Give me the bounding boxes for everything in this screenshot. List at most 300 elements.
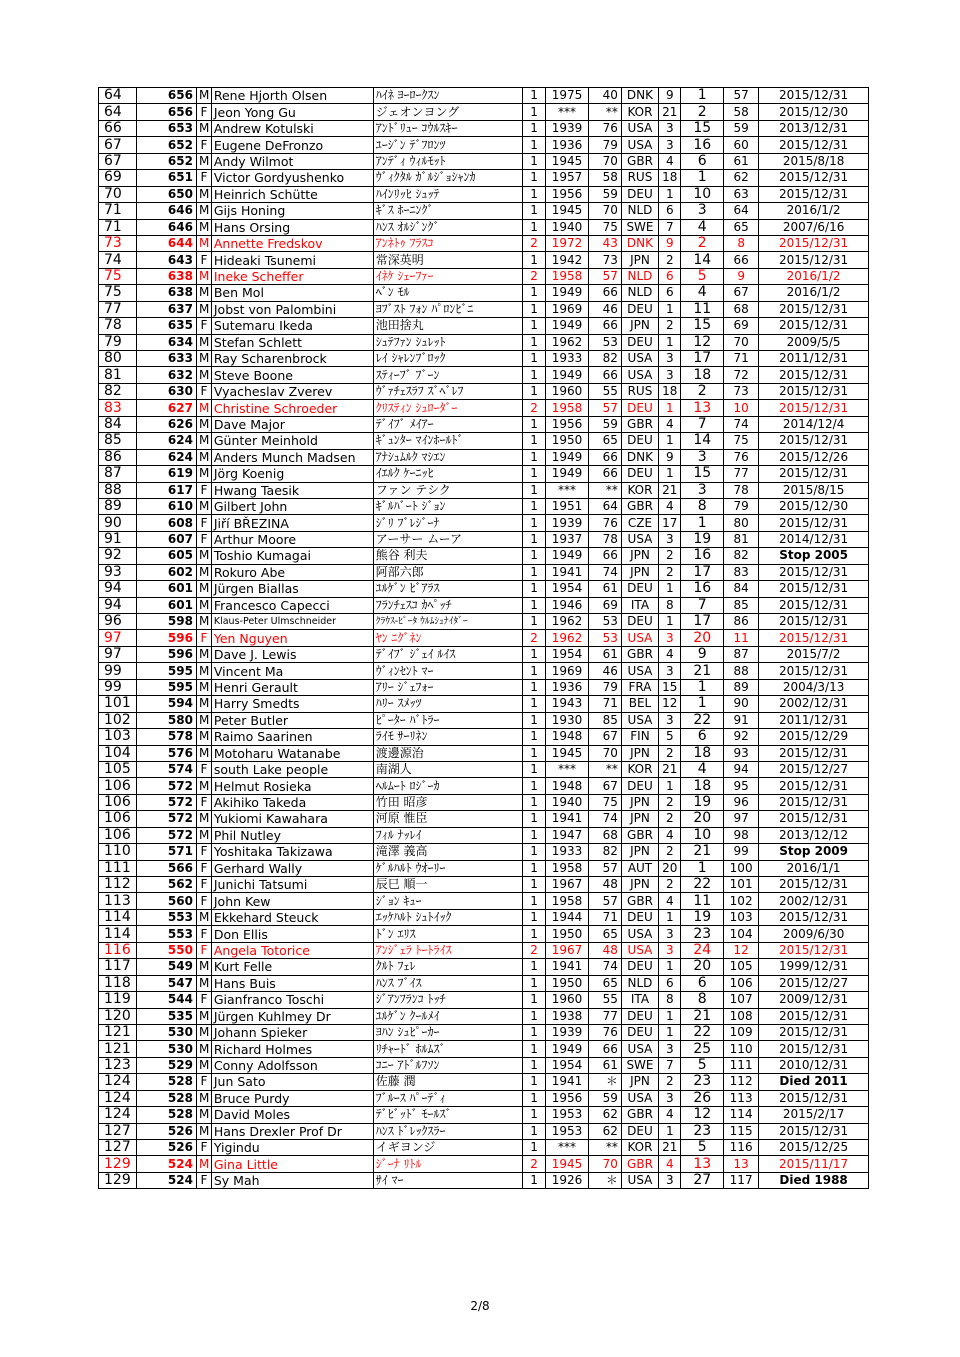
cell-points: 601 — [137, 581, 197, 597]
cell-name: Bruce Purdy — [211, 1090, 373, 1106]
cell-birth-year: 1949 — [546, 548, 589, 564]
cell-rank: 118 — [99, 975, 137, 991]
cell-age: ** — [588, 761, 621, 777]
table-row — [99, 482, 869, 498]
cell-gender-code: 1 — [522, 745, 545, 761]
cell-age: 79 — [588, 679, 621, 695]
cell-gender-code: 1 — [522, 383, 545, 399]
cell-country-rank: 8 — [681, 498, 724, 514]
cell-country-rank: 4 — [681, 219, 724, 235]
cell-name-katakana: 佐藤 潤 — [373, 1074, 522, 1090]
cell-country-rank: 5 — [681, 268, 724, 284]
cell-age: ** — [588, 1140, 621, 1156]
cell-name-katakana: 南湖人 — [373, 761, 522, 777]
cell-country-code: 1 — [659, 433, 681, 449]
cell-country-code: 3 — [659, 367, 681, 383]
cell-age: 82 — [588, 351, 621, 367]
cell-country-code: 4 — [659, 153, 681, 169]
cell-gender-rank: 72 — [724, 367, 759, 383]
cell-birth-year: 1975 — [546, 88, 589, 104]
cell-date: 2015/12/31 — [759, 235, 869, 251]
cell-points: 553 — [137, 926, 197, 942]
cell-country-code: 2 — [659, 564, 681, 580]
cell-sex: F — [196, 630, 211, 646]
cell-points: 652 — [137, 137, 197, 153]
cell-gender-rank: 61 — [724, 153, 759, 169]
cell-name: Hideaki Tsunemi — [211, 252, 373, 268]
cell-sex: M — [196, 581, 211, 597]
cell-country-code: 20 — [659, 860, 681, 876]
cell-country-code: 2 — [659, 745, 681, 761]
cell-points: 598 — [137, 614, 197, 630]
cell-age: 71 — [588, 909, 621, 925]
cell-sex: M — [196, 679, 211, 695]
cell-country: USA — [621, 926, 658, 942]
cell-name-katakana: ｴｯｹﾊﾙﾄ ｼｭﾄｲｯｸ — [373, 909, 522, 925]
cell-gender-code: 2 — [522, 235, 545, 251]
cell-gender-code: 1 — [522, 515, 545, 531]
cell-country-rank: 27 — [681, 1172, 724, 1188]
cell-age: 62 — [588, 1107, 621, 1123]
cell-country: NLD — [621, 285, 658, 301]
cell-country: NLD — [621, 268, 658, 284]
cell-name: Annette Fredskov — [211, 235, 373, 251]
cell-country-rank: 4 — [681, 761, 724, 777]
cell-name-katakana: ﾕﾙｹﾞﾝ ﾋﾞｱﾗｽ — [373, 581, 522, 597]
cell-gender-code: 1 — [522, 663, 545, 679]
cell-points: 595 — [137, 679, 197, 695]
cell-sex: M — [196, 433, 211, 449]
cell-rank: 99 — [99, 663, 137, 679]
cell-rank: 80 — [99, 351, 137, 367]
cell-rank: 106 — [99, 794, 137, 810]
cell-country: USA — [621, 712, 658, 728]
cell-gender-code: 1 — [522, 679, 545, 695]
cell-points: 549 — [137, 959, 197, 975]
cell-name: Günter Meinhold — [211, 433, 373, 449]
cell-rank: 127 — [99, 1123, 137, 1139]
cell-birth-year: 1938 — [546, 1008, 589, 1024]
cell-date: 2016/1/2 — [759, 285, 869, 301]
table-row — [99, 120, 869, 136]
cell-gender-rank: 84 — [724, 581, 759, 597]
cell-gender-rank: 95 — [724, 778, 759, 794]
table-row — [99, 1008, 869, 1024]
cell-rank: 112 — [99, 877, 137, 893]
cell-date: 2015/12/31 — [759, 400, 869, 416]
cell-date: 1999/12/31 — [759, 959, 869, 975]
table-row — [99, 745, 869, 761]
cell-gender-code: 1 — [522, 416, 545, 432]
cell-name-katakana: ﾊﾝｽ ｵﾙｼﾞﾝｸﾞ — [373, 219, 522, 235]
cell-rank: 114 — [99, 909, 137, 925]
cell-country-rank: 14 — [681, 433, 724, 449]
cell-country-code: 4 — [659, 1107, 681, 1123]
cell-name: Gijs Honing — [211, 203, 373, 219]
cell-gender-code: 1 — [522, 153, 545, 169]
cell-country-rank: 1 — [681, 88, 724, 104]
cell-points: 627 — [137, 400, 197, 416]
cell-sex: M — [196, 186, 211, 202]
cell-gender-rank: 59 — [724, 120, 759, 136]
cell-age: ** — [588, 482, 621, 498]
cell-country-rank: 15 — [681, 120, 724, 136]
cell-sex: M — [196, 827, 211, 843]
table-row — [99, 186, 869, 202]
cell-date: 2011/12/31 — [759, 351, 869, 367]
cell-country: ITA — [621, 992, 658, 1008]
cell-sex: M — [196, 975, 211, 991]
cell-sex: M — [196, 219, 211, 235]
cell-age: 57 — [588, 893, 621, 909]
cell-gender-rank: 67 — [724, 285, 759, 301]
cell-points: 526 — [137, 1123, 197, 1139]
cell-country-code: 3 — [659, 630, 681, 646]
cell-name: Ekkehard Steuck — [211, 909, 373, 925]
cell-gender-rank: 115 — [724, 1123, 759, 1139]
cell-age: 78 — [588, 531, 621, 547]
cell-country: SWE — [621, 219, 658, 235]
cell-country-rank: 20 — [681, 811, 724, 827]
cell-age: 48 — [588, 942, 621, 958]
cell-name-katakana: 竹田 昭彦 — [373, 794, 522, 810]
table-row — [99, 203, 869, 219]
cell-points: 624 — [137, 433, 197, 449]
cell-points: 526 — [137, 1140, 197, 1156]
cell-country: DEU — [621, 466, 658, 482]
cell-country-code: 3 — [659, 663, 681, 679]
cell-name-katakana: ｹﾞﾙﾊﾙﾄ ｳｵｰﾘｰ — [373, 860, 522, 876]
cell-gender-rank: 78 — [724, 482, 759, 498]
cell-name-katakana: ﾊﾝｽ ﾌﾞｲｽ — [373, 975, 522, 991]
cell-birth-year: *** — [546, 482, 589, 498]
cell-country-rank: 3 — [681, 449, 724, 465]
cell-sex: M — [196, 909, 211, 925]
cell-gender-rank: 100 — [724, 860, 759, 876]
cell-age: 66 — [588, 1041, 621, 1057]
cell-gender-code: 1 — [522, 318, 545, 334]
cell-gender-rank: 68 — [724, 301, 759, 317]
cell-country-code: 1 — [659, 959, 681, 975]
cell-date: Stop 2009 — [759, 844, 869, 860]
cell-birth-year: 1960 — [546, 383, 589, 399]
cell-birth-year: 1949 — [546, 466, 589, 482]
cell-age: 65 — [588, 433, 621, 449]
cell-age: 66 — [588, 318, 621, 334]
cell-sex: F — [196, 104, 211, 120]
cell-name-katakana: ﾍﾙﾑｰﾄ ﾛｼﾞｰｶ — [373, 778, 522, 794]
cell-birth-year: 1943 — [546, 696, 589, 712]
cell-sex: M — [196, 1057, 211, 1073]
cell-gender-rank: 80 — [724, 515, 759, 531]
cell-country-code: 1 — [659, 909, 681, 925]
cell-country-code: 3 — [659, 1172, 681, 1188]
cell-name-katakana: ｱﾝｼﾞｪﾗ ﾄｰﾄﾗｲｽ — [373, 942, 522, 958]
cell-rank: 75 — [99, 285, 137, 301]
cell-country: DNK — [621, 449, 658, 465]
cell-name-katakana: ｻｲ ﾏｰ — [373, 1172, 522, 1188]
cell-birth-year: 1949 — [546, 318, 589, 334]
cell-gender-code: 1 — [522, 992, 545, 1008]
cell-country-code: 1 — [659, 614, 681, 630]
cell-country-code: 3 — [659, 942, 681, 958]
cell-name-katakana: ﾔﾝ ﾆｸﾞﾈﾝ — [373, 630, 522, 646]
cell-date: 2015/12/31 — [759, 942, 869, 958]
cell-country-code: 1 — [659, 581, 681, 597]
cell-country-code: 15 — [659, 679, 681, 695]
cell-country-code: 4 — [659, 1156, 681, 1172]
cell-gender-rank: 8 — [724, 235, 759, 251]
cell-country: JPN — [621, 794, 658, 810]
cell-points: 529 — [137, 1057, 197, 1073]
cell-date: 2015/12/31 — [759, 581, 869, 597]
cell-points: 650 — [137, 186, 197, 202]
cell-sex: M — [196, 614, 211, 630]
cell-name-katakana: 池田捨丸 — [373, 318, 522, 334]
cell-gender-code: 1 — [522, 88, 545, 104]
cell-country-code: 2 — [659, 794, 681, 810]
cell-name: Yoshitaka Takizawa — [211, 844, 373, 860]
cell-age: 46 — [588, 301, 621, 317]
cell-birth-year: 1960 — [546, 992, 589, 1008]
cell-gender-rank: 70 — [724, 334, 759, 350]
cell-date: 2016/1/2 — [759, 268, 869, 284]
cell-gender-code: 1 — [522, 301, 545, 317]
cell-birth-year: 1967 — [546, 942, 589, 958]
cell-gender-rank: 73 — [724, 383, 759, 399]
cell-date: 2015/12/31 — [759, 794, 869, 810]
cell-name: Helmut Rosieka — [211, 778, 373, 794]
cell-name: Conny Adolfsson — [211, 1057, 373, 1073]
cell-gender-code: 1 — [522, 959, 545, 975]
cell-points: 566 — [137, 860, 197, 876]
cell-name: Ineke Scheffer — [211, 268, 373, 284]
cell-birth-year: 1956 — [546, 1090, 589, 1106]
cell-country-code: 3 — [659, 712, 681, 728]
cell-date: 2011/12/31 — [759, 712, 869, 728]
cell-sex: F — [196, 1140, 211, 1156]
cell-points: 626 — [137, 416, 197, 432]
cell-age: 62 — [588, 1123, 621, 1139]
cell-gender-rank: 63 — [724, 186, 759, 202]
cell-country-rank: 1 — [681, 679, 724, 695]
cell-age: 59 — [588, 416, 621, 432]
cell-sex: M — [196, 745, 211, 761]
cell-rank: 106 — [99, 811, 137, 827]
cell-points: 653 — [137, 120, 197, 136]
cell-gender-code: 1 — [522, 334, 545, 350]
cell-country-rank: 18 — [681, 745, 724, 761]
cell-date: 2016/1/2 — [759, 203, 869, 219]
cell-country-code: 18 — [659, 170, 681, 186]
cell-name-katakana: ｼﾞﾘ ﾌﾞﾚｼﾞｰﾅ — [373, 515, 522, 531]
cell-name: Arthur Moore — [211, 531, 373, 547]
cell-rank: 97 — [99, 646, 137, 662]
cell-country-rank: 8 — [681, 992, 724, 1008]
cell-gender-code: 1 — [522, 1123, 545, 1139]
cell-country-code: 1 — [659, 778, 681, 794]
cell-name-katakana: ﾚｲ ｼｬﾚﾝﾌﾞﾛｯｸ — [373, 351, 522, 367]
table-row — [99, 1156, 869, 1172]
cell-age: 76 — [588, 120, 621, 136]
cell-country-code: 2 — [659, 1074, 681, 1090]
cell-country-code: 1 — [659, 301, 681, 317]
cell-gender-rank: 65 — [724, 219, 759, 235]
table-row — [99, 498, 869, 514]
cell-country: USA — [621, 630, 658, 646]
cell-date: 2015/12/31 — [759, 778, 869, 794]
cell-country: GBR — [621, 893, 658, 909]
cell-age: 71 — [588, 696, 621, 712]
table-row — [99, 893, 869, 909]
cell-birth-year: 1950 — [546, 926, 589, 942]
cell-name-katakana: 阿部六郎 — [373, 564, 522, 580]
cell-country: DNK — [621, 235, 658, 251]
cell-date: 2013/12/31 — [759, 120, 869, 136]
cell-name-katakana: ｱﾝﾃﾞｨ ｳｨﾙﾓｯﾄ — [373, 153, 522, 169]
cell-rank: 85 — [99, 433, 137, 449]
cell-sex: M — [196, 268, 211, 284]
cell-name-katakana: ファン テシク — [373, 482, 522, 498]
cell-country: JPN — [621, 1074, 658, 1090]
cell-gender-code: 1 — [522, 466, 545, 482]
cell-name-katakana: ｼﾞｮﾝ ｷｭｰ — [373, 893, 522, 909]
cell-name-katakana: ﾃﾞﾋﾞｯﾄﾞ ﾓｰﾙｽﾞ — [373, 1107, 522, 1123]
cell-age: 66 — [588, 285, 621, 301]
cell-name: Victor Gordyushenko — [211, 170, 373, 186]
cell-name: Vincent Ma — [211, 663, 373, 679]
cell-country: DNK — [621, 88, 658, 104]
cell-gender-rank: 64 — [724, 203, 759, 219]
table-row — [99, 663, 869, 679]
cell-age: 43 — [588, 235, 621, 251]
cell-birth-year: 1949 — [546, 285, 589, 301]
cell-date: 2015/12/25 — [759, 1140, 869, 1156]
cell-name: Harry Smedts — [211, 696, 373, 712]
cell-name-katakana: ﾋﾟｰﾀｰ ﾊﾞﾄﾗｰ — [373, 712, 522, 728]
cell-name-katakana: ｷﾞｽ ﾎｰﾆﾝｸﾞ — [373, 203, 522, 219]
cell-rank: 92 — [99, 548, 137, 564]
cell-birth-year: 1933 — [546, 844, 589, 860]
cell-name: Andy Wilmot — [211, 153, 373, 169]
cell-name: Eugene DeFronzo — [211, 137, 373, 153]
cell-country-rank: 23 — [681, 926, 724, 942]
cell-gender-rank: 113 — [724, 1090, 759, 1106]
cell-sex: M — [196, 646, 211, 662]
cell-country-code: 3 — [659, 137, 681, 153]
cell-country-rank: 6 — [681, 729, 724, 745]
cell-name: Rene Hjorth Olsen — [211, 88, 373, 104]
table-row — [99, 597, 869, 613]
cell-points: 608 — [137, 515, 197, 531]
cell-gender-code: 1 — [522, 1172, 545, 1188]
cell-birth-year: 1962 — [546, 614, 589, 630]
table-row — [99, 416, 869, 432]
cell-birth-year: 1958 — [546, 860, 589, 876]
cell-rank: 79 — [99, 334, 137, 350]
cell-name-katakana: 熊谷 利夫 — [373, 548, 522, 564]
cell-points: 617 — [137, 482, 197, 498]
cell-name: Andrew Kotulski — [211, 120, 373, 136]
cell-age: 85 — [588, 712, 621, 728]
cell-name: Richard Holmes — [211, 1041, 373, 1057]
cell-sex: F — [196, 1074, 211, 1090]
cell-birth-year: 1941 — [546, 959, 589, 975]
cell-birth-year: 1939 — [546, 120, 589, 136]
table-row — [99, 170, 869, 186]
cell-age: 66 — [588, 449, 621, 465]
cell-points: 571 — [137, 844, 197, 860]
cell-age: 75 — [588, 794, 621, 810]
cell-country: FRA — [621, 679, 658, 695]
cell-country-rank: 24 — [681, 942, 724, 958]
cell-birth-year: 1954 — [546, 1057, 589, 1073]
cell-name-katakana: ジェオンヨング — [373, 104, 522, 120]
cell-sex: M — [196, 120, 211, 136]
cell-points: 580 — [137, 712, 197, 728]
table-row — [99, 285, 869, 301]
cell-name: Jürgen Kuhlmey Dr — [211, 1008, 373, 1024]
cell-country-rank: 12 — [681, 1107, 724, 1123]
cell-rank: 67 — [99, 153, 137, 169]
cell-sex: M — [196, 449, 211, 465]
cell-name-katakana: ｱﾝﾄﾞﾘｭｰ ｺｳﾙｽｷｰ — [373, 120, 522, 136]
cell-name-katakana: ｷﾞﾙﾊﾞｰﾄ ｼﾞｮﾝ — [373, 498, 522, 514]
cell-name-katakana: ﾊﾝｽ ﾄﾞﾚｯｸｽﾗｰ — [373, 1123, 522, 1139]
cell-gender-rank: 102 — [724, 893, 759, 909]
cell-country-rank: 9 — [681, 646, 724, 662]
cell-rank: 75 — [99, 268, 137, 284]
cell-sex: F — [196, 1172, 211, 1188]
cell-country: AUT — [621, 860, 658, 876]
cell-country-code: 1 — [659, 1123, 681, 1139]
cell-age: 74 — [588, 959, 621, 975]
cell-country: DEU — [621, 1008, 658, 1024]
cell-country: USA — [621, 1090, 658, 1106]
cell-country: FIN — [621, 729, 658, 745]
page-number: 2/8 — [470, 1299, 490, 1313]
cell-sex: F — [196, 482, 211, 498]
cell-sex: M — [196, 416, 211, 432]
cell-birth-year: 1962 — [546, 630, 589, 646]
cell-country: DEU — [621, 909, 658, 925]
cell-birth-year: 1957 — [546, 170, 589, 186]
cell-sex: M — [196, 153, 211, 169]
cell-age: 68 — [588, 827, 621, 843]
cell-name: Jun Sato — [211, 1074, 373, 1090]
cell-country: USA — [621, 1172, 658, 1188]
cell-sex: M — [196, 334, 211, 350]
cell-gender-code: 1 — [522, 581, 545, 597]
cell-date: 2009/12/31 — [759, 992, 869, 1008]
cell-points: 560 — [137, 893, 197, 909]
cell-date: 2015/12/31 — [759, 1008, 869, 1024]
cell-rank: 70 — [99, 186, 137, 202]
cell-gender-rank: 106 — [724, 975, 759, 991]
cell-gender-code: 1 — [522, 104, 545, 120]
table-row — [99, 827, 869, 843]
cell-age: 66 — [588, 367, 621, 383]
cell-name: Vyacheslav Zverev — [211, 383, 373, 399]
cell-name-katakana: ﾊﾘｰ ｽﾒｯﾂ — [373, 696, 522, 712]
cell-gender-code: 1 — [522, 712, 545, 728]
cell-rank: 71 — [99, 219, 137, 235]
cell-name: Gina Little — [211, 1156, 373, 1172]
cell-gender-code: 2 — [522, 942, 545, 958]
cell-date: 2015/12/27 — [759, 975, 869, 991]
cell-gender-rank: 71 — [724, 351, 759, 367]
cell-gender-code: 1 — [522, 219, 545, 235]
